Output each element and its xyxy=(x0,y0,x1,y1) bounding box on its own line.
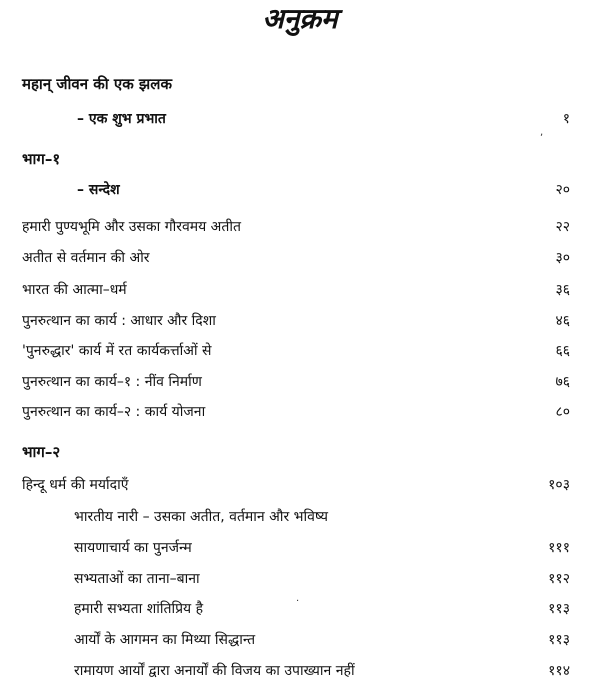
toc-entry xyxy=(22,72,570,96)
toc-entry xyxy=(22,536,570,560)
toc-entry-page: ४६ xyxy=(555,313,570,329)
toc-entry xyxy=(22,246,570,270)
toc-entry-page: ७६ xyxy=(555,374,570,390)
toc-entry-page: २० xyxy=(555,182,570,198)
toc-entry xyxy=(22,309,570,333)
toc-entry-label: 'पुनरुद्धार' कार्य में रत कार्यकर्त्ताओं से xyxy=(22,343,212,359)
toc-entry-label: सायणाचार्य का पुनर्जन्म xyxy=(74,540,192,556)
stray-mark: · xyxy=(296,596,300,607)
toc-entry-page: १११ xyxy=(548,540,570,556)
stray-mark: , xyxy=(540,127,544,138)
toc-entry-page: ८० xyxy=(555,404,570,420)
toc-entry-page: ११३ xyxy=(548,632,570,648)
toc-entry xyxy=(22,505,570,529)
toc-entry-page: ३० xyxy=(555,250,570,266)
toc-entry xyxy=(22,473,570,497)
toc-entry-label: हिन्दू धर्म की मर्यादाएँ xyxy=(22,477,129,493)
toc-entry xyxy=(22,400,570,424)
toc-entry-label: हमारी पुण्यभूमि और उसका गौरवमय अतीत xyxy=(22,219,241,235)
toc-entry xyxy=(22,147,570,171)
toc-entry-label: भाग–२ xyxy=(22,443,61,461)
toc-entry-page: ११३ xyxy=(548,601,570,617)
toc-entry-page: ३६ xyxy=(555,282,570,298)
toc-entry-label: हमारी सभ्यता शांतिप्रिय है xyxy=(74,601,204,617)
toc-entry-page: ११४ xyxy=(548,663,570,679)
toc-entry xyxy=(22,215,570,239)
toc-entry xyxy=(22,567,570,591)
toc-entry-label: भारतीय नारी – उसका अतीत, वर्तमान और भविष्य xyxy=(74,509,328,525)
toc-entry-label: भारत की आत्मा–धर्म xyxy=(22,282,127,298)
toc-entry-label: सभ्यताओं का ताना–बाना xyxy=(74,571,200,587)
toc-entry xyxy=(22,659,570,683)
toc-entry-page: १ xyxy=(562,111,570,127)
toc-entry xyxy=(22,278,570,302)
toc-entry-label: आर्यों के आगमन का मिथ्या सिद्धान्त xyxy=(74,632,256,648)
toc-entry-page: १०३ xyxy=(548,477,570,493)
toc-entry-page: ११२ xyxy=(548,571,570,587)
toc-entry xyxy=(22,107,570,131)
toc-entry-label: – एक शुभ प्रभात xyxy=(77,111,166,127)
toc-entry-label: रामायण आर्यों द्वारा अनार्यों की विजय का उपाख्यान नहीं xyxy=(74,663,355,679)
toc-entry-page: २२ xyxy=(555,219,570,235)
toc-entry-label: – सन्देश xyxy=(77,182,120,198)
toc-entry xyxy=(22,370,570,394)
toc-entry-label: पुनरुत्थान का कार्य–२ : कार्य योजना xyxy=(22,404,206,420)
toc-entry-label: पुनरुत्थान का कार्य–१ : नींव निर्माण xyxy=(22,374,202,390)
toc-entry-label: अतीत से वर्तमान की ओर xyxy=(22,250,150,266)
page-title: अनुक्रम xyxy=(262,2,338,35)
toc-entry xyxy=(22,339,570,363)
toc-entry-label: भाग–१ xyxy=(22,150,61,168)
toc-entry-label: पुनरुत्थान का कार्य : आधार और दिशा xyxy=(22,313,216,329)
toc-entry-label: महान् जीवन की एक झलक xyxy=(22,75,172,93)
toc-entry xyxy=(22,178,570,202)
toc-entry-page: ६६ xyxy=(555,343,570,359)
toc-entry xyxy=(22,440,570,464)
toc-entry xyxy=(22,628,570,652)
